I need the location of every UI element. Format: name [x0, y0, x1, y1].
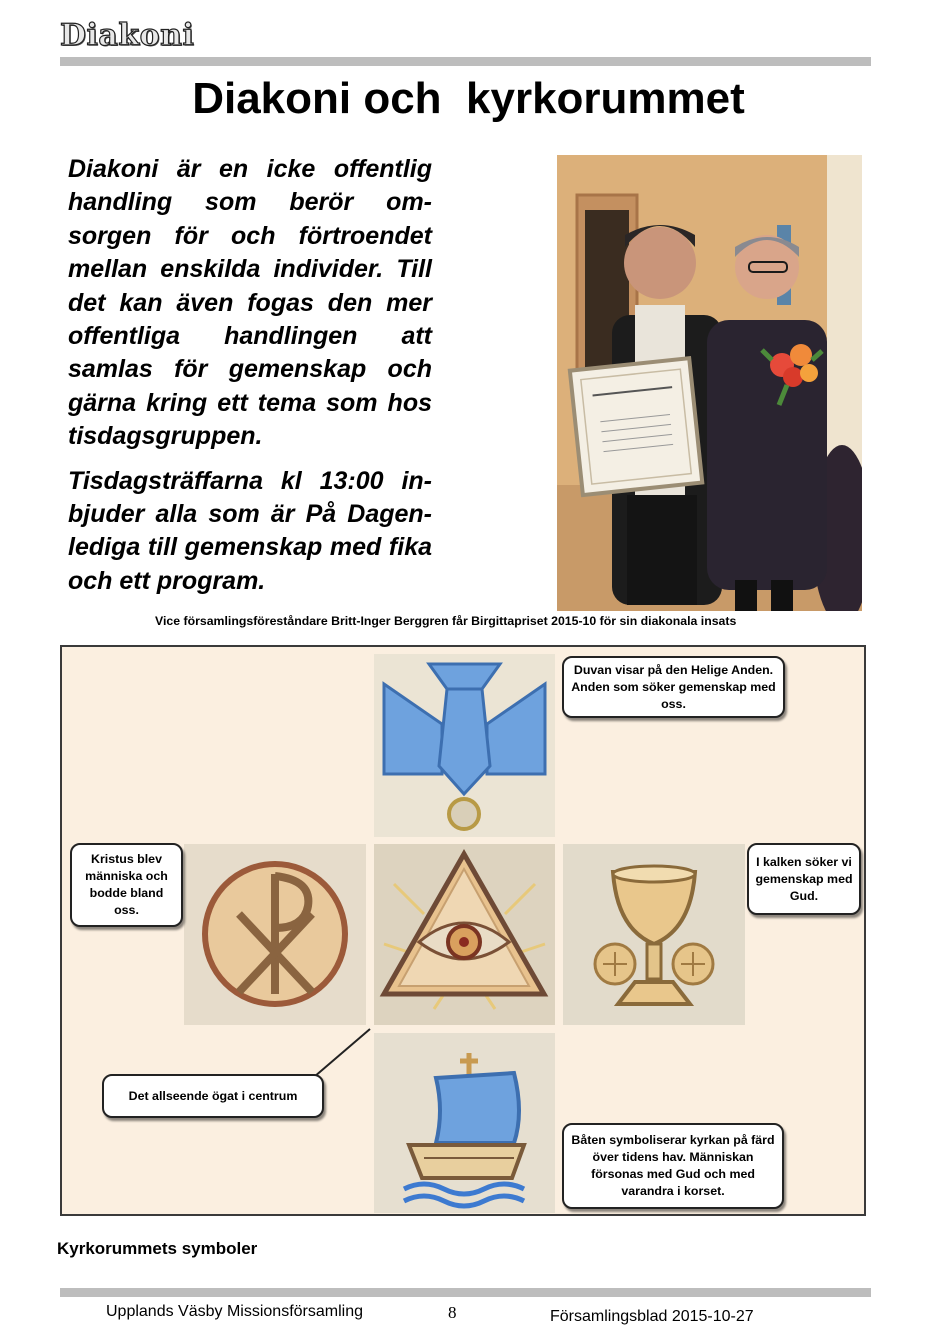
- symbols-figure: [60, 645, 866, 1216]
- footer-page-number: 8: [448, 1303, 457, 1322]
- boat-callout: Båten symboliserar kyrkan på färd över tidens hav. Människan försonas med Gud och med varandra i korset.: [562, 1123, 784, 1209]
- chalice-callout: I kalken söker vi gemenskap med Gud.: [747, 843, 861, 915]
- intro-paragraph: Tisdagsträffarna kl 13:00 in-bjuder alla som är På Dagen-lediga till gemenskap med fika och ett program.: [68, 466, 432, 595]
- award-photo: [557, 155, 862, 611]
- dove-symbol-tile: [374, 654, 555, 837]
- chalice-symbol-tile: [563, 844, 745, 1025]
- boat-symbol-tile: [374, 1033, 555, 1213]
- symbols-caption: Kyrkorummets symboler: [57, 1239, 258, 1258]
- article-title: Diakoni och kyrkorummet: [192, 74, 745, 123]
- intro-paragraph: Diakoni är en icke offentlig handling som berör om-sorgen för och förtroendet mellan enskilda individer. Till det kan även fogas den mer offentliga handlingen att samlas för gemenskap och gärna kring ett tema som hos tisdagsgruppen.: [68, 155, 432, 451]
- section-label: Diakoni: [60, 18, 195, 53]
- chi-rho-callout: Kristus blev människa och bodde bland oss.: [70, 843, 183, 927]
- photo-caption: Vice församlingsföreståndare Britt-Inger Berggren får Birgittapriset 2015-10 för sin diakonala insats: [155, 614, 737, 628]
- eye-callout: Det allseende ögat i centrum: [102, 1074, 324, 1118]
- footer-issue: Församlingsblad 2015-10-27: [550, 1308, 754, 1325]
- footer-rule: [60, 1288, 871, 1297]
- footer-organization: Upplands Väsby Missionsförsamling: [106, 1303, 363, 1320]
- chi-rho-symbol-tile: [184, 844, 366, 1025]
- all-seeing-eye-symbol-tile: [374, 844, 555, 1025]
- header-rule: [60, 57, 871, 66]
- dove-callout: Duvan visar på den Helige Anden. Anden som söker gemenskap med oss.: [562, 656, 785, 718]
- intro-text: [68, 153, 432, 609]
